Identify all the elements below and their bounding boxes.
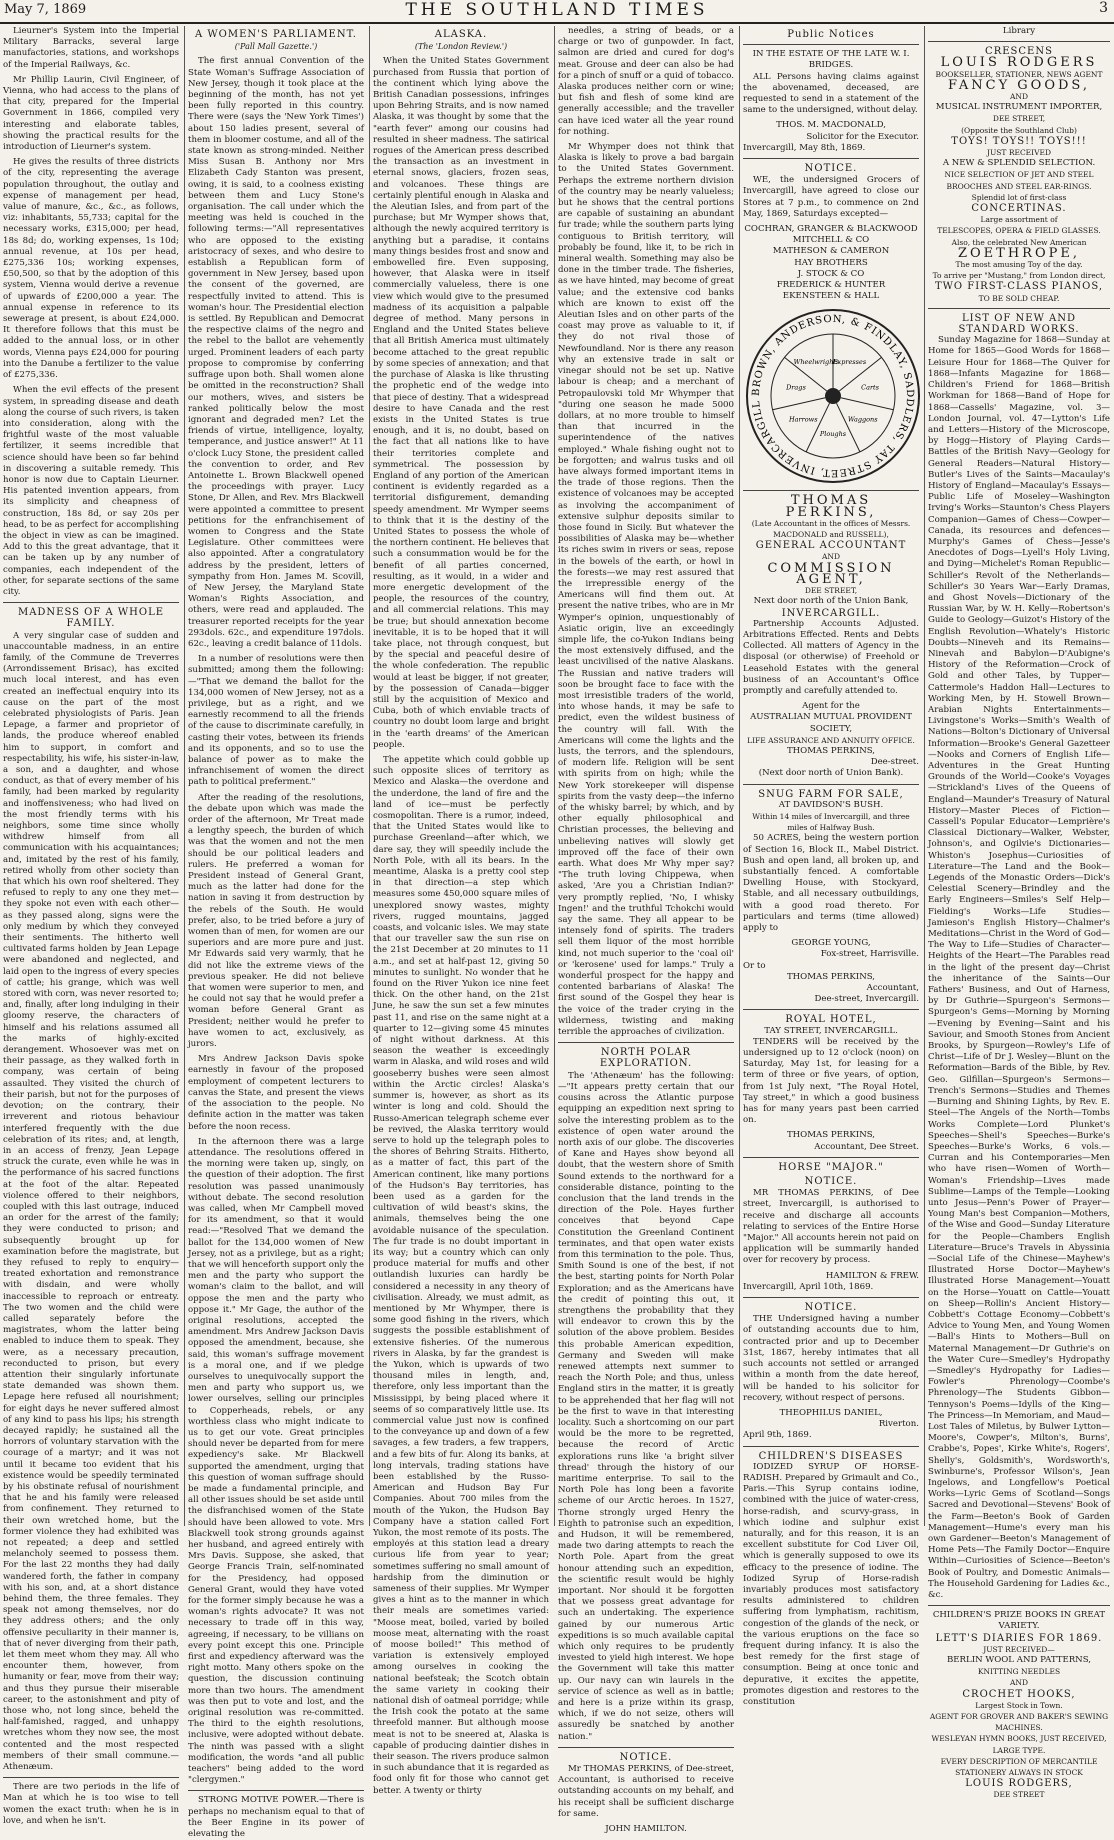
- article-paragraph: A very singular case of sudden and unaccountable madness, in an entire family, of the Commune de Treverres (Arrondissement Brisac), has excited much local interest, and has even created an ineffectual enquiry into its cause on the part of the most celebrated physiologists of Paris. Jean Lepage, a farmer and proprietor of lands, the produce whereof enabled him to support, in comfort and respectability, his wife, his sister-in-law, a son, and a daughter, and whose conduct, as that of every member of his family, had been marked by regularity and inoffensiveness; who had lived on the most friendly terms with his neighbors, some time since wholly withdrew himself from all communication with his acquaintances; and, imitated by the rest of his family, retired wholly from other society than that which his own roof sheltered. They refused to reply to any one they met—they spoke not even with each other—as they passed along, signs were the only medium by which they conveyed their sentiments. The hitherto well cultivated farms holden by Jean Lepage were abandoned and neglected, and laid open to the ingress of every species of cattle; his grange, which was well stored with corn, was never resorted to; and, finally, after long indulging in their gloomy reserve, the characters of himself and his relations assumed all the marks of highly-excited derangement. Whosoever was met on their passage, as they walked forth in company, was certain of being assaulted. They visited the church of their parish, but not for the purposes of devotion; on the contrary, their irreverent and riotous behaviour interfered frequently with the due celebration of its rites; and, at length, in an access of frenzy, Jean Lepage struck the curate, even while he was in the performance of his sacred functions at the foot of the altar. Repeated violence offered to their neighbors, coupled with this last outrage, induced an order for the arrest of the family; they were conducted to prison; and subsequently brought up for examination before the magistrate, but they refused to reply to enquiry—treated exhortation and remonstrance with disdain, and were wholly inaccessible to reproach or entreaty. The two women and the child were called separately before the magistrates, whom the latter being enabled to induce them to speak. They were, as a necessary precaution, reconducted to prison, but every attention their singularly infortunate state demanded was shown them. Lepage here refused all nourishment; for eight days he never suffered almost of any kind to pass his lips; his strength decayed rapidly; he sustained all the horrors of voluntary starvation with the courage of a martyr; and it was not until it became too evident that his existence would be speedily terminated by his obstinate refusal of nourishment that he and his family were released from confinement. They returned to their own wretched home, but the former violence they had exhibited was not repeated; a deep and settled melancholy seemed to possess them. For the last 22 months they had daily wandered forth, the father in company with his son, and, at a short distance behind them, the three females. They speak not among themselves, nor do they address others; and the only offensive peculiarity in their manner is, that of never diverging from their path, let them meet whom they may. All who encounter them, however, from humanity or fear, move from their way; and thus they pursue their miserable career, to the astonishment and pity of those who, not long since, beheld the half-famished, ragged, and unhappy wretches whom they now see, the most contented and the most respected members of their small commune.—Athenæum.: [3, 630, 179, 1773]
- grocer-firm: COCHRAN, GRANGER & BLACKWOOD: [744, 224, 918, 235]
- divider: [743, 490, 919, 491]
- farm-contact: GEORGE YOUNG,: [791, 938, 871, 949]
- perkins-signature-street: Dee-street.: [870, 757, 919, 768]
- article-heading: ALASKA.: [434, 29, 488, 40]
- telescopes-line: TELESCOPES, OPERA & FIELD GLASSES.: [937, 226, 1101, 236]
- divider: [743, 1297, 919, 1298]
- divider: [743, 1157, 919, 1158]
- notice-signature: HAMILTON & FREW.: [825, 1270, 919, 1281]
- notice-text: THE Undersigned having a number of outstanding accounts due to him, contracted prior and up to December 31st, 1867, hereby intimates that all such accounts not settled or arranged within a month from the date hereof, will be handed to his solicitor for recovery, without respect of persons.: [743, 1314, 919, 1403]
- knitting-needles: KNITTING NEEDLES: [977, 1667, 1061, 1677]
- farm-contact-role: Accountant,: [866, 983, 919, 993]
- divider: [743, 1009, 919, 1010]
- just-received: JUST RECEIVED—: [983, 1644, 1055, 1654]
- cheap-line: TO BE SOLD CHEAP.: [978, 293, 1060, 303]
- farm-contact: THOMAS PERKINS,: [786, 971, 876, 982]
- seal-label: Drags: [786, 384, 806, 393]
- article-paragraph: The first annual Convention of the State Woman's Suffrage Association of New Jersey, though it took place at the beginning of the month, has not yet been fully reported in this country. There were (says the 'New York Times') about 150 ladies present, several of them in bloomer costume, and all of the state known as strong-minded. Neither Miss Susan B. Anthony nor Mrs Elizabeth Cady Stanton was present, owing, it is said, to a coolness existing between them and Lucy Stone's organisation. The call under which the meeting was held is couched in the following terms:—"All representatives who are opposed to the existing aristocracy of sexes, and who desire to establish a Republican form of government in New Jersey, based upon the consent of the governed, are respectfully invited to attend. This is woman's hour. The Presidential election is settled. By Republican and Democrat the respective claims of the negro and the rebel to the ballot are vehemently urged. Prominent leaders of each party propose to compromise by conferring suffrage upon both. Shall women alone be omitted in the reconstruction? Shall our mothers, wives, and sisters be ranked politically below the most ignorant and degraded men? Let the friends of virtue, intelligence, loyalty, temperance, and justice answer!" At 11 o'clock Lucy Stone, the president called the convention to order, and Rev Antoinette L. Brown Blackwell opened the proceedings with prayer. Lucy Stone, Dr Allen, and Rev. Mrs Blackwell were appointed a committee to present petitions for the enfranchisement of women to Congress and the State Legislature. Other committees were also appointed. After a congratulatory address by the president, letters of sympathy from Hon. James M. Scovill, of New Jersey, the Maryland State Woman's Rights Association, and others, were read and applauded. The treasurer reported receipts for the year 293dols. 62c., and expenditure 197dols. 62c., leaving a credit balance of 11dols.: [188, 56, 364, 649]
- column-rule: [369, 26, 370, 1526]
- shop-street: DEE STREET,: [992, 114, 1046, 124]
- article-paragraph: STRONG MOTIVE POWER.—There is perhaps no mechanism equal to that of the Beer Engine in its power of elevating the: [188, 1795, 364, 1840]
- shop-trade: BOOKSELLER, STATIONER, NEWS AGENT: [935, 69, 1103, 79]
- stock-line: Largest Stock in Town.: [975, 1700, 1063, 1710]
- notice-date: Invercargill, April 10th, 1869.: [743, 1281, 874, 1292]
- splendid-line: Splendid lot of first-class: [971, 192, 1067, 202]
- hotel-text: TENDERS will be received by the undersigned up to 12 o'clock (noon) on Saturday, May 1st, for leasing for a term of three or five years, of option, from 1st July next, "The Royal Hotel, Tay street," in which a good business has for many years past been carried on.: [743, 1036, 919, 1126]
- shop-signature-street: DEE STREET: [993, 1790, 1045, 1800]
- horse-heading: HORSE "MAJOR.": [778, 1161, 884, 1173]
- notice-signature: THEOPHILUS DANIEL,: [779, 1407, 883, 1418]
- perkins-street: DEE STREET,: [804, 586, 858, 596]
- divider: [743, 44, 919, 45]
- article-heading: MADNESS OF A WHOLE FAMILY.: [17, 607, 165, 630]
- masthead: [0, 0, 1114, 24]
- seal-spoke: [773, 398, 826, 410]
- column-rule: [554, 26, 555, 1526]
- hotel-heading: ROYAL HOTEL,: [785, 1014, 877, 1026]
- notice-text: MR THOMAS PERKINS, of Dee street, Invercargill, is authorised to receive and discharge all accounts relating to services of the Entire Horse "Major." All accounts herein not paid on application will be summarily handed over for recovery by process.: [743, 1188, 919, 1266]
- section-label: Library: [1002, 26, 1036, 36]
- farm-heading: SNUG FARM FOR SALE,: [758, 788, 904, 800]
- also-line: Also, the celebrated New American: [951, 237, 1087, 247]
- seal-label: Wheelwrights: [793, 358, 840, 367]
- notice-date: April 9th, 1869.: [743, 1430, 812, 1441]
- children-heading: CHILDREN'S DISEASES: [758, 1450, 904, 1462]
- article-paragraph: In a number of resolutions were then submitted; among them the following:—"That we demand the ballot for the 134,000 women of New Jersey, not as a privilege, but as a right, and we earnestly recommend to all the friends of the cause to discriminate carefully, in casting their votes, between its friends and its opponents, and so to use the balance of power as to make the infranchisement of women the direct path to political preferment.": [188, 654, 364, 788]
- estate-text: ALL Persons having claims against the abovenamed, deceased, are requested to send in a statement of the same to the undersigned, without delay.: [743, 71, 919, 116]
- article-paragraph: Mr Whymper does not think that Alaska is likely to prove a bad bargain to the United States Government. Perhaps the extreme northern division of the country may be nearly valueless; but he shows that the central portions are capable of sustaining an abundant fur trade; while the southern parts lying contiguous to British territory, will probably be found, like it, to be rich in mineral wealth. Something may also be done in the timber trade. The fisheries, as we have hinted, may become of great value; and the extensive cod banks which are known to exist off the Aleutian Isles and on other parts of the coast may prove as valuable to it, if they do not rival those of Newfoundland. Nor is there any reason why an extensive trade in salt or vinegar should not be set up. Native labour is cheap; and a merchant of Petropaulovski told Mr Whymper that "during one season he made 5000 dollars, at no more trouble to himself than that incurred in the superintendence of the natives employed." Whale fishing ought not to be forgotten; and walrus tusks and oil have always formed important items in the trade of those regions. Then the existence of volcanoes may be accepted as involving the accompaniment of extensive sulphur deposits similar to those found in Sicily. But whatever the possibilities of Alaska may be—whether its riches swim in rivers or seas, repose in the bowels of the earth, or howl in the forests—we may rest assured that the irrepressible energy of the Americans will find them out. At present the native tribes, who are in Mr Wymper's opinion, unquestionably of Asiatic origin, live an exceedingly simple life, the co-Yukon Indians being the most extensively diffused, and the least uncivilised of the native Alaskans. The Russian and native traders will soon be brought face to face with the most irresistible traders of the world, into whose hands, it may be safe to predict, even the wildest business of the country will fall. With the Americans will come the lights and the lusts, the terrors, and the splendours, of modern life. Religion will be sent with spirits from on high; while the New York storekeeper will dispense spirits from the vasty deep—the inferno of the whisky barrel; by which, and by other equally philosophical and Christian processes, the believing and unbelieving natives will slowly get improved off the face of their own earth. What does Mr Why mper say? "The truth loving Chippewa, when asked, 'Are you a Christian Indian?' very promptly replied, 'No, I whisky Ingen!' and the truthful Tchokchi would say the same. They all appear to be intensely fond of spirits. The traders sell them liquor of the most horrible kind, not much superior to the 'coal oil' or 'kerosene' used for lamps." Truly a wonderful prospect for the happy and contented barbarians of Alaska! The first sound of the Gospel they hear is the voice of the trader crying in the wilderness, twisting and making terrible the approaches of civilization.: [558, 142, 734, 1038]
- column-rule: [184, 26, 185, 1526]
- notice-heading: NOTICE.: [804, 1302, 858, 1314]
- article-paragraph: The 'Athenæum' has the following:—"It appears pretty certain that our cousins across the Atlantic purpose equipping an expedition next spring to solve the interesting problem as to the existence of open water around the north axis of our globe. The discoveries of Kane and Hayes show beyond all doubt, that the western shore of Smith Sound extends to the northward for a considerable distance, pointing to the conclusion that the land trends in the direction of the Pole. Hayes further conceives that beyond Cape Constitution the Greenland Continent terminates, and that open water exists from this termination to the pole. Thus, Smith Sound is one of the best, if not the best, starting points for North Polar Exploration; and as the Americans have the credit of pointing this out, it strengthens the probability that they will endeavor to crown this by the solution of the above problem. Besides this probable American expedition, Germany and Sweden will make renewed attempts next summer to reach the North Pole; and thus, unless England stirs in the matter, it is greatly to be apprehended that her flag will not be the first to wave in that interesting locality. Such a shortcoming on our part would be the more to be regretted, because the record of Arctic explorations runs like 'a bright silver thread' through the history of our maritime enterprise. To sail to the North Pole has long been a favorite scheme of our Arctic heroes. In 1527, Thorne strongly urged Henry the Eighth to patronise such an expedition, and Hudson, it will be remembered, made two daring attempts to reach the North Pole. Apart from the great honour attending such an expedition, the scientific result would be highly important. Nor should it be forgotten that we possess great advantage for such an undertaking. The experience gained by our numerous Artic expeditions is so much available capital which only requires to be prudently invested to yield high interest. We hope the Government will take this matter up. Our navy can win laurels in the service of science as well as in battle; and here is a prize within its grasp, which, if we do not seize, others will assuredly be snatched by another nation.": [558, 1070, 734, 1742]
- article-paragraph: In the afternoon there was a large attendance. The resolutions offered in the morning were taken up, singly, on the question of their adoption. The first resolution was passed unanimously without debate. The second resolution was called, when Mr Campbell moved for its amendment, so that it would read:—"Resolved That we demand the ballot for the 134,000 women of New Jersey, not as a privilege, but as a right; that we will henceforth support only the men and the party who support the woman's claim to the ballot, and will oppose the men and the party who oppose it." Mr Gage, the author of the original resolutions, accepted the amendment. Mrs Andrew Jackson Davis opposed the amendment, because, she said, this woman's suffrage movement is a moral one, and if we pledge ourselves to unequivocally support the men and party who support us, we lower ourselves, selling our principles to Copperheads, rebels, or any worthless class who might indicate to us to get our vote. Great principles should never be departed from for mere expediency's sake. Mr Blackwell supported the amendment, urging that this question of woman suffrage should be made a fundamental principle, and all other issues should be set aside until the disfranchised women of the State should have been allowed to vote. Mrs Blackwell took strong grounds against her husband, and agreed entirely with Mrs Davis. Suppose, she asked, that George Francis Train, self-nominated for the Presidency, had opposed General Grant, would they have voted for the former simply because he was a woman's rights advocate? It was not necessary to trade off in this way, agreeing, if necessary, to be villians on every point except this one. Principle first and expediency afterward was the right motto. Many others spoke on the question, the discussion continuing more than two hours. The amendment was then put to vote and lost, and the original resolution was re-committed. The third to the eighth resolutions, inclusive, were adopted without debate. The ninth was passed with a slight modification, the words "and all public teachers" being added to the word "clergymen.": [188, 1136, 364, 1786]
- perkins-and: AND: [822, 552, 840, 562]
- pianos-heading: TWO FIRST-CLASS PIANOS,: [934, 281, 1104, 293]
- article-paragraph: When the United States Government purchased from Russia that portion of the continent which lying above the British Canadian possessions, infringes upon Behring Straits, and is now named Alaska, it was thought by some that the "earth fever" among our cousins had resulted in sheer madness. The satirical rogues of the American press described the transaction as an investment in eternal snows, glaciers, frozen seas, and volcanoes. These things are certainly plentiful enough in Alaska and the Aleutian Isles, and from part of the purchase; but Mr Wymper shows that, although the newly acquired territory is anything but a paradise, it contains many things besides frost and snow and embowelled fire. Even supposing, however, that Alaska were in itself commercially valueless, there is one view which would give to the presumed madness of its acquisition a palpable degree of method. Many persons in England and the United States believe that all British America must ultimately become attached to the great republic by some species of annexation; and that the purchase of Alaska is like thrusting the prophetic end of the wedge into that piece of destiny. That a widespread desire to have Canada and the rest exists in the United States is true enough, and it is, no doubt, based on the fact that all nations like to have their territories complete and symmetrical. The possession by England of any portion of the American continent is evidently regarded as a territorial disfigurement, demanding speedy amendment. Mr Wymper seems to think that it is the destiny of the United States to possess the whole of the northern continent. He believes that such a consummation would be for the benefit of all parties concerned, resulting, as it would, in a wider and more energetic development of the people, the resources of the country, and all commercial relations. This may be true; but should annexation become inevitable, it is to be hoped that it will take place, not through conquest, but by the special and peaceful desire of the whole confederation. The republic would at least be bigger, if not greater, by the possession of Canada—bigger still by the acquisition of Mexico and Cuba, both of which enviable tracts of country no doubt loom large and bright in the 'earth dreams' of the American people.: [373, 56, 549, 750]
- zoetrope-heading: ZOETHROPE,: [957, 245, 1080, 261]
- article-paragraph: Lieurner's System into the Imperial Military Barracks, several large manufactories, stations, and workshops of the Imperial Railways, &c.: [3, 26, 179, 70]
- page-number: 3: [1099, 0, 1108, 16]
- crescens-heading: CRESCENS: [985, 46, 1053, 58]
- berlin-wool: BERLIN WOOL AND PATTERNS,: [946, 1655, 1092, 1666]
- estate-role: Solicitor for the Executor.: [806, 131, 919, 142]
- article-paragraph: Mr Phillip Laurin, Civil Engineer, of Vienna, who had access to the plans of that city, prepared for the Imperial Government in 1866, compiled very interesting and elaborate tables, showing the practical results for the introduction of Lieurner's system.: [3, 74, 179, 153]
- farm-contact-address: Dee-street, Invercargill.: [814, 994, 919, 1005]
- article-paragraph: There are two periods in the life of Man at which he is too wise to tell women the exact truth: when he is in love, and when he isn't.: [3, 1782, 179, 1826]
- stationery-line: EVERY DESCRIPTION OF MERCANTILE STATIONERY ALWAYS IN STOCK: [940, 1756, 1098, 1778]
- sewing-agent: AGENT FOR GROVER AND BAKER'S SEWING MACHINES.: [929, 1712, 1109, 1733]
- nursery-line: The most amusing Toy of the day.: [955, 260, 1083, 270]
- seal-spoke: [806, 404, 829, 453]
- perkins-signature: THOMAS PERKINS,: [786, 745, 876, 756]
- perkins-name: THOMAS PERKINS,: [785, 493, 877, 520]
- society-name: AUSTRALIAN MUTUAL PROVIDENT SOCIETY,: [750, 712, 912, 734]
- divider: [743, 1446, 919, 1447]
- grocer-firm: EKENSTEEN & HALL: [782, 291, 880, 302]
- selection-line: A NEW & SPLENDID SELECTION.: [942, 158, 1096, 169]
- notice-heading: NOTICE.: [619, 1751, 673, 1763]
- estate-date: Invercargill, May 8th, 1869.: [743, 142, 866, 153]
- agent-for: Agent for the: [802, 701, 860, 712]
- perkins-title: GENERAL ACCOUNTANT: [755, 540, 907, 552]
- seal-label: Harrows: [789, 416, 818, 425]
- divider: [928, 41, 1110, 42]
- divider: [558, 1747, 734, 1748]
- article-heading: A WOMEN'S PARLIAMENT.: [195, 29, 357, 40]
- perkins-town: INVERCARGILL.: [781, 607, 881, 619]
- hotel-signature-address: Accountant, Dee Street.: [814, 1141, 919, 1152]
- book-list-heading: LIST OF NEW AND STANDARD WORKS.: [958, 312, 1080, 336]
- fancy-goods: FANCY GOODS,: [947, 77, 1090, 93]
- grocer-firm: MATHESON & CAMERON: [772, 246, 890, 257]
- article-paragraph: After the reading of the resolutions, the debate upon which was made the order of the afternoon, Mr Treat made a lengthy speech, the burden of which was that the women and not the men should be our political leaders and rulers. He preferred a woman for President instead of General Grant, much as the latter had done for the nation in saving it from destruction by the rebels of the South. He would prefer, also, to be tried before a jury of women than of men, for women are our superiors and are more pure and just. Mr Edwards said very warmly, that he did not like the extreme views of the previous speaker. He did not believe that women were superior to men, and he could not say that he would prefer a woman before General Grant as President; neither would he prefer to have women to act, exclusively, as jurors.: [188, 792, 364, 1050]
- grocer-firms-list: [743, 224, 919, 302]
- article-paragraph: Mrs Andrew Jackson Davis spoke earnestly in favour of the proposed employment of competent lecturers to canvas the State, and present the views of the association to the people. No definite action in the matter was taken before the noon recess.: [188, 1054, 364, 1132]
- grocer-firm: J. STOCK & CO: [797, 268, 865, 279]
- column-rule: [924, 26, 925, 1526]
- importer-line: MUSICAL INSTRUMENT IMPORTER,: [935, 102, 1103, 113]
- farm-subheading: AT DAVIDSON'S BUSH.: [778, 799, 884, 810]
- hotel-signature: THOMAS PERKINS,: [786, 1130, 876, 1141]
- saddler-seal: [743, 306, 923, 486]
- perkins-signature-location: (Next door north of Union Bank).: [758, 768, 904, 779]
- divider: [3, 1777, 179, 1778]
- perkins-title: COMMISSION AGENT,: [767, 560, 895, 587]
- column-5: [743, 26, 919, 1707]
- shop-opposite: (Opposite the Southland Club): [961, 125, 1077, 135]
- column-2: [188, 26, 364, 1840]
- notice-heading: NOTICE.: [804, 1176, 858, 1188]
- wesleyan-hymns: WESLEYAN HYMN BOOKS, JUST RECEIVED, LARGE TYPE.: [931, 1734, 1107, 1755]
- divider: [188, 1790, 364, 1791]
- perkins-services: Partnership Accounts Adjusted. Arbitrations Effected. Rents and Debts Collected. All matters of Agency in the disposal (or otherwise) of Freehold or Leasehold Estates with the general business of an Accountant's Office promptly and carefully attended to.: [743, 618, 919, 696]
- column-rule: [739, 26, 740, 1526]
- farm-contact-address: Fox-street, Harrisville.: [820, 949, 919, 960]
- just-received: JUST RECEIVED: [986, 148, 1052, 158]
- divider: [928, 308, 1110, 309]
- and-line: AND: [1010, 92, 1028, 102]
- toys-heading: TOYS! TOYS!! TOYS!!!: [951, 135, 1087, 147]
- hotel-subheading: TAY STREET, INVERCARGILL.: [764, 1025, 898, 1036]
- article-source: (The 'London Review.'): [414, 42, 508, 52]
- public-notices-header: Public Notices: [787, 29, 875, 40]
- seal-label: Waggons: [847, 416, 878, 425]
- seal-label: Carts: [861, 384, 880, 393]
- divider: [743, 784, 919, 785]
- seal-label: Expresses: [832, 358, 867, 367]
- divider: [743, 158, 919, 159]
- grocer-firm: FREDERICK & HUNTER: [776, 280, 886, 291]
- divider: [928, 1605, 1110, 1606]
- crochet-hooks: CROCHET HOOKS,: [962, 1688, 1076, 1700]
- article-paragraph: The appetite which could gobble up such opposite slices of territory as Mexico and Alaska—the overdone and the underdone, the land of fire and the land of ice—must be perfectly cosmopolitan. There is a rumor, indeed, that the United States would like to purchase Greenland—after which, we dare say, they will speedily include the North Pole, with all its bears. In the meantime, Alaska is a pretty cool step in that direction—a step which measures some 450,000 square miles of unexplored snowy wastes, mighty rivers, rugged mountains, jagged coasts, and volcanic isles. We may state that our traveller saw the sun rise on the 21st December at 20 minutes to 11 a.m., and set at half-past 12, giving 50 minutes to sunlight. No wonder that he found on the River Yukon ice nine feet thick. On the other hand, on the 21st June, he saw the sun set a few minutes past 11, and rise on the same night at a quarter to 12—giving some 45 minutes of night without darkness. At this season the weather is exceedingly warm in Alaska, and wild roses and wild gooseberry bushes were seen almost within the Arctic circles! Alaska's summer is, however, as short as its winter is long and cold. Should the Russo-American telegraph scheme ever be revived, the Alaska territory would serve to hold up the telegraph poles to the shores of Behring Straits. Hitherto, as a matter of fact, this part of the American continent, like many portions of the Hudson's Bay territories, has been used as a garden for the cultivation of wild beast's skins, the animals, themselves being the one avoidable nuisance of the speculation. The fur trade is no doubt important in its way; but a country which can only produce material for muffs and other outlandish luxuries can hardly be considered a necessity in any theory of civilisation. Already, we must admit, as mentioned by Mr Whymper, there is some good fishing in the rivers, which suggests the possible establishment of extensive fisheries. Of the numerous rivers in Alaska, by far the grandest is the Yukon, which is upwards of two thousand miles in length, and, therefore, only less important than the Mississippi, by being placed where it seems of so comparatively little use. Its commercial value just now is confined to the conveyance up and down of a few savages, a few traders, a few trappers, and a few bits of fur. Along its banks, at long intervals, trading stations have been established by the Russo-American and Hudson Bay Fur Companies. About 700 miles from the mouth of the Yukon, the Hudson Bay Company have a station called Fort Yukon, the most remote of its posts. The employés at this station lead a dreary curious life from year to year; sometimes suffering no small amount of hardship from the diminution or sameness of their supplies. Mr Wymper gives a hint as to the manner in which their meals are sometimes varied: "Moose meat, boiled, varied by boiled moose meat, alternating with the roast of moose boiled!" This method of variation is extensively employed among ourselves in cooking the national beefsteak; the Scotch obtain the same variety in cooking their national dish of oatmeal porridge; while the Irish cook the potato at the same threefold manner. But although moose meat is not to be sneered at, Alaska is capable of producing daintier dishes in their season. The rivers produce salmon in such abundance that it is regarded as food only fit for those who cannot get better. A twenty or thirty: [373, 755, 549, 1796]
- estate-heading: IN THE ESTATE OF THE LATE W. I. BRIDGES.: [752, 49, 910, 71]
- arrive-line: To arrive per "Mustang," from London direct,: [932, 271, 1106, 281]
- large-line: Large assortment of: [980, 215, 1058, 225]
- notice-heading: NOTICE.: [804, 163, 858, 175]
- notice-place: Riverton.: [878, 1419, 919, 1430]
- seal-ring-text: BROWN, ANDERSON, & FINDLAY, SADDLERS, TAY STREET, INVERCARGILL: [750, 314, 916, 479]
- column-4: [558, 26, 734, 1835]
- article-paragraph: When the evil effects of the present system, in spreading disease and death along the course of such rivers, is taken into consideration, along with the frightful waste of the most valuable fertilizer, it seems incredible that science should have been so far behind in discovering a suitable remedy. This honor is now due to Captain Lieurner. His patented invention appears, from its simplicity and cheapness of construction, 18s 8d, or say 20s per head, to be as perfect for accomplishing the object in view as can be imagined. Add to this the great advantage, that it can be taken up by any number of companies, each independent of the other, for separate sections of the same city.: [3, 385, 179, 597]
- notice-text: WE, the undersigned Grocers of Invercargill, have agreed to close our Stores at 7 p.m., to commence on 2nd May, 1869, Saturdays excepted—: [743, 175, 919, 219]
- and-line: AND: [1010, 1678, 1028, 1688]
- seal-hub: [825, 388, 841, 404]
- seal-spoke: [836, 404, 859, 453]
- grocer-firm: MITCHELL & CO: [792, 235, 870, 246]
- farm-text: 50 ACRES, being the western portion of Section 16, Block II., Mabel District. Bush and open land, all broken up, and substantially fenced. A comfortable Dwelling House, with Stockyard, Stable, and all necessary outbuildings, with a good road thereto. For particulars and terms (time allowed) apply to: [743, 833, 919, 933]
- perkins-note: (Late Accountant in the offices of Messrs. MACDONALD and RUSSELL),: [751, 518, 911, 540]
- estate-signature: THOS. M. MACDONALD,: [776, 120, 886, 131]
- article-source: ('Pall Mall Gazette.'): [234, 42, 318, 52]
- book-list: Sunday Magazine for 1868—Sunday at Home for 1865—Good Words for 1868—Leisure Hour for 1868—The Quiver for 1868—Infants Magazine for 1868—Children's Friend for 1868—British Workman for 1868—Band of Hope for 1868—Cassells' Magazine, vol. 3—London Journal, vol. 47—Lytton's Life and Letters—History of the Microscope, by Hogg—History of Playing Cards—Battles of the British Navy—Geology for General Readers—Natural History—Butler's Lives of the Saints—Macaulay's History of England—Macaulay's Essays—Public Life of Moseley—Washington Irving's Works—Staunton's Chess Players Companion—Games of Chess—Cowper—Canada, its resources and defences—Murphy's Games of Chess—Jesse's Anecdotes of Dogs—Lyell's Holy Living, and Dying—Michelet's Roman Republic—Schiller's Revolt of the Netherlands—Schiller's 30 Years War—Early Dramas, and Ghost Novels—Dictionary of the Russian War, by W. H. Kelly—Robertson's Guide to Geology—Guizot's History of the English Revolution—Whately's Historic Doubts—Nineveh and its Remains—Ninevah and Babylon—D'Aubigne's History of the Reformation—Crock of Gold and other Tales, by Tupper—Cattermole's Haddon Hall—Lectures to Working Men, by H. Stowell Brown—Arabian Nights Entertainments—Livingstone's Works—Smith's Wealth of Nations—Bolton's Dictionary of Universal Information—Brooke's General Gazetteer—Nooks and Corners of English Life—Adventures in the Great Hunting Grounds of the World—Cooke's Voyages—Strickland's Lives of the Queens of England—Maunder's Treasury of Natural History—Master Pieces of Fiction—Cassell's Popular Educator—Lemprière's Classical Dictionary—Walker, Webster, Johnson's, and Ogilvie's Dictionaries—Whiston's Josephus—Curiosities of Literature—The Land and the Book—Legends of the Monastic Orders—Dick's Celestial Scenery—Brindley and the Early Engineers—Smiles's Self Help—Fielding's Works—Life Studies—Jamieson's English History—Chalmer's Meditations—Christ in the Word of God—The Way to Life—Studies of Character—Heights of the Heart—The Parables read in the light of the present day—Christ the inheritance of the Saints—Our Fathers' Business, and Out of Harness, by Dr Guthrie—Spurgeon's Sermons—Spurgeon's Gems—Morning by Morning—Evening by Evening—Saint and his Saviour, and Smooth Stones from Ancient Brooks, by Spurgeon—Rowley's Life of Christ—Life of Dr J. Wesley—Blunt on the Reformation—Bards of the Bible, by Rev. Geo. Gilfillan—Spurgeon's Sermons—Trench's Sermons—Studies and Themes—Burning and Shining Lights, by Rev. E. Steel—The Angels of the North—Tombs Works Complete—Lord Plunket's Speeches—Sheil's Speeches—Burke's Speeches—Burke's Works, 6 vols.—Curran and his Contemporaries—Men who have risen—Women of Worth—Woman's Friendship—Lives made Sublime—Lamps of the Temple—Looking unto Jesus—Penn's Power of Prayer—Young Man's best Companion—Mothers, of the Wise and Good—Sunday Literature for the People—Chambers English Literature—Bruce's Travels in Abyssinia—Social Life of the Chinese—Mayhew's Illustrated Horse Doctor—Mayhew's Illustrated Horse Management—Youatt on the Horse—Youatt on Cattle—Youatt on Sheep—Rollin's Ancient History—Cobbett's Cottage Economy—Cobbett's Advice to Young Men, and Young Women—Ball's Hints to Mothers—Bull on Maternal Management—Dr Guthrie's on the Water Cure—Smedley's Hydropathy—Smedley's Hydropathy for Ladies—Fowler's Phrenology—Coombe's Phrenology—The Students Gibbon—Tennyson's Poems—Idylls of the King—The Princess—In Memoriam, and Maud—Lost Tales of Miletus, by Bulwer Lytton—Moore's, Cowper's, Milton's, Burns', Crabbe's, Popes', Kirke White's, Rogers', Shelly's, Goldsmith's, Wordsworth's, Swinburne's, Professor Wilson's, Jean Ingelows, and Longfellow's Poetical Works—Lyric Gems of Scotland—Songs Sacred and Devotional—Stevens' Book of the Farm—Beeton's Book of Garden Management—Hume's every man his own Gardener—Beeton's Management of Home Pets—The Family Doctor—Enquire Within—Curiosities of Science—Beeton's Book of Poultry, and Domestic Animals—The Household Gardening for Ladies &c., &c.: [928, 335, 1110, 1601]
- farm-or: Or to: [743, 960, 766, 971]
- insurance-line: LIFE ASSURANCE AND ANNUITY OFFICE.: [747, 735, 915, 745]
- farm-note: Within 14 miles of Invercargill, and three miles of Halfway Bush.: [752, 811, 910, 833]
- letts-diaries: LETT'S DIARIES FOR 1869.: [935, 1632, 1103, 1644]
- article-paragraph: He gives the results of three districts of the city, representing the average population throughout, the outlay and expense of management per head, value of manure, &c., &c., as follows, viz: inhabitants, 55,733; capital for the necessary works, £315,000; per head, 18s 8d; do, working expenses, 1s 10d; annual revenue, at 10s per head, £275,336 10s; working expenses, £50,500, so that by the adoption of this system, Vienna would derive a revenue of upwards of £200,000 a year. The annual expense in reference to its sewerage at present, is about £24,000. It therefore follows that this must be added to the annual loss, or in other words, Vienna pays £24,000 for pouring into the Danube a fertilizer to the value of £275,336.: [3, 157, 179, 381]
- column-1: [3, 26, 179, 1826]
- divider: [3, 602, 179, 603]
- prize-books: CHILDREN'S PRIZE BOOKS IN GREAT VARIETY.: [932, 1610, 1106, 1632]
- concertinas-heading: CONCERTINAS.: [971, 203, 1067, 215]
- column-3: [373, 26, 549, 1796]
- article-paragraph: needles, a string of beads, or a charge or two of gunpowder. In fact, salmon are dried and cured for dog's meat. Grouse and deer can also be had for a pinch of snuff or a quid of tobacco. Alaska produces neither corn or wine; but fish and flesh of some kind are generally accessible; and the traveller can have iced water all the year round for nothing.: [558, 26, 734, 137]
- grocer-firm: HAY BROTHERS: [794, 257, 868, 268]
- shop-owner-name: LOUIS RODGERS: [940, 55, 1098, 71]
- shop-signature: LOUIS RODGERS,: [965, 1778, 1073, 1790]
- children-text: IODIZED SYRUP OF HORSE-RADISH. Prepared by Grimault and Co., Paris.—This Syrup contains iodine, combined with the juice of water-cress, horse-radish, and scurvy-grass, in which iodine and sulphur exist naturally, and for this reason, it is an excellent substitute for Cod Liver Oil, which is generally supposed to owe its efficacy to the presence of iodine. The Iodized Syrup of Horse-radish invariably produces most satisfactory results administered to children suffering from lymphatism, rachitism, congestion of the glands of the neck, or the various eruptions on the face so frequent during infancy. It is also the best remedy for the first stage of consumption. Being at once tonic and depurative, it excites the appetite, promotes digestion and restores to the constitution: [743, 1461, 919, 1707]
- divider: [558, 1042, 734, 1043]
- issue-date: May 7, 1869: [4, 2, 87, 17]
- seal-label: Ploughs: [819, 430, 847, 439]
- notice-text: Mr THOMAS PERKINS, of Dee-street, Accountant, is authorised to receive outstanding accounts on my behalf, and his receipt shall be sufficient discharge for same.: [558, 1764, 734, 1819]
- jet-line: NICE SELECTION OF JET AND STEEL BROOCHES AND STEEL EAR-RINGS.: [944, 170, 1094, 191]
- column-6: [928, 26, 1110, 1800]
- seal-spoke: [841, 398, 894, 410]
- article-heading: NORTH POLAR EXPLORATION.: [599, 1047, 693, 1070]
- perkins-location: Next door north of the Union Bank,: [753, 596, 909, 607]
- notice-signature: JOHN HAMILTON.: [605, 1824, 687, 1835]
- newspaper-title: THE SOUTHLAND TIMES: [405, 0, 709, 20]
